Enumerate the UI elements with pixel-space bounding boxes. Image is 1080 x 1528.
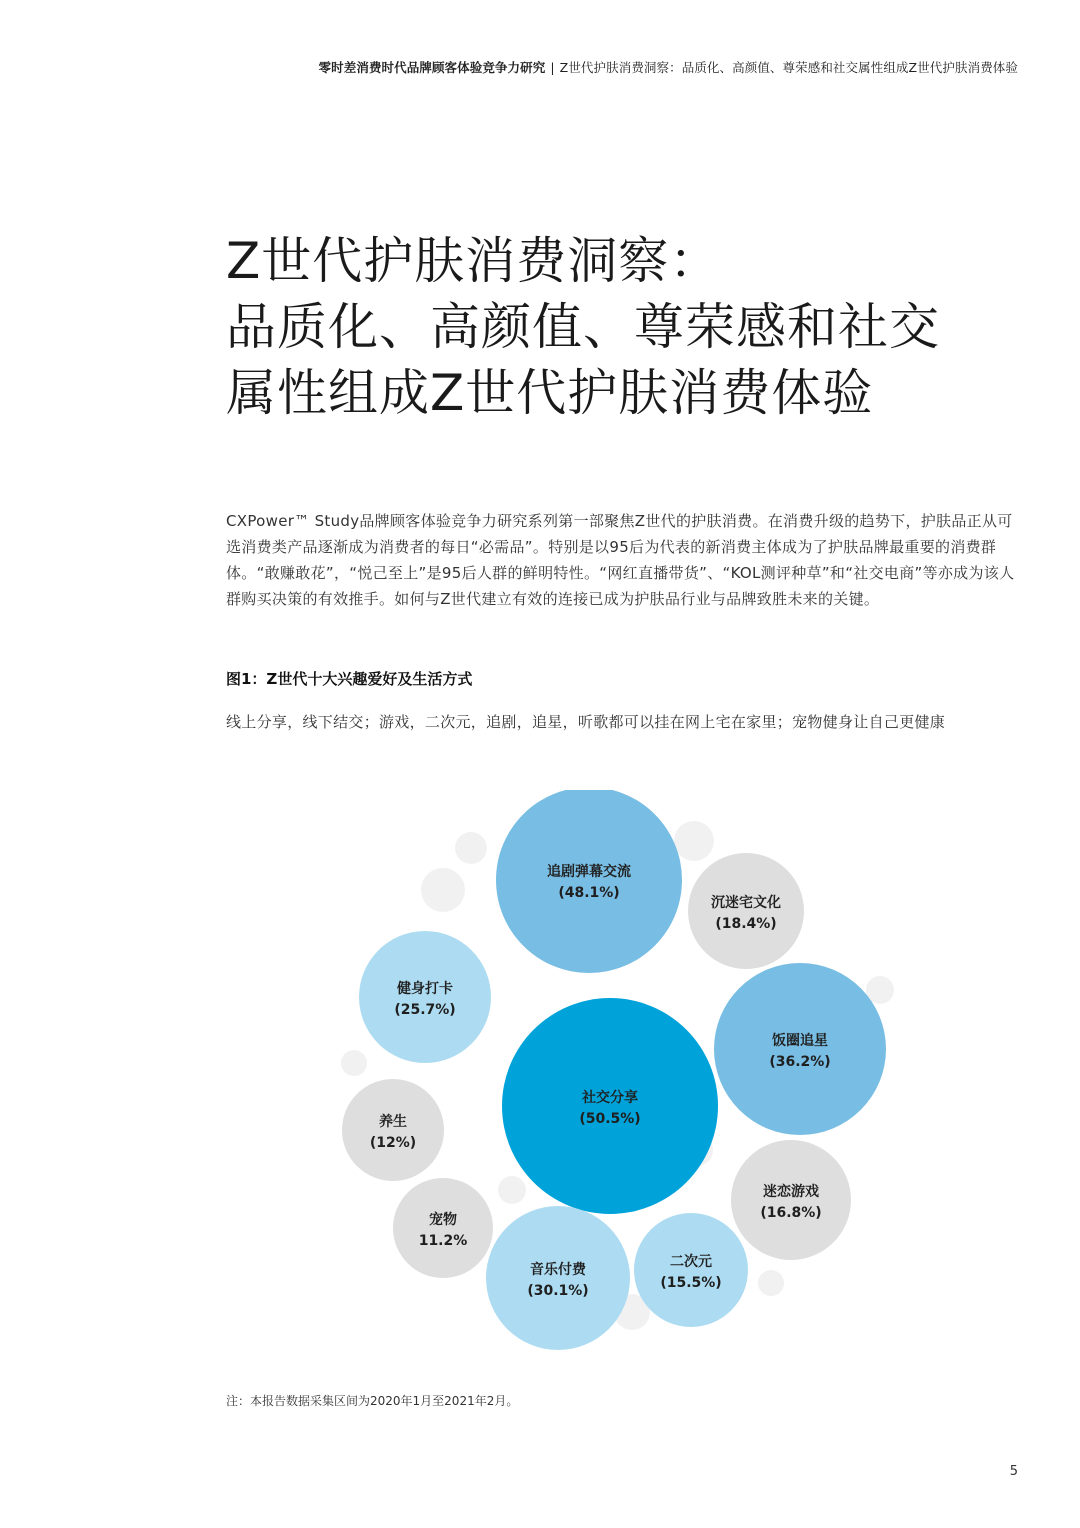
bubble-value: (16.8%) xyxy=(760,1205,822,1221)
bubble-circle xyxy=(359,931,491,1063)
bubble-7 xyxy=(731,1140,851,1260)
bubble-value: (48.1%) xyxy=(558,885,620,901)
bubble-circle xyxy=(496,790,682,973)
bubble-label: 二次元 xyxy=(670,1254,712,1270)
figure-title: 图1：Z世代十大兴趣爱好及生活方式 xyxy=(226,670,473,688)
bubble-chart xyxy=(300,790,940,1370)
bubble-label: 宠物 xyxy=(429,1212,457,1228)
decorative-dot xyxy=(455,832,487,864)
decorative-dot xyxy=(674,821,714,861)
figure-subtitle: 线上分享，线下结交；游戏，二次元，追剧，追星，听歌都可以挂在网上宅在家里；宠物健身让自己更健康 xyxy=(226,713,946,731)
footnote: 注：本报告数据采集区间为2020年1月至2021年2月。 xyxy=(226,1394,519,1408)
decorative-dot xyxy=(341,1050,367,1076)
bubble-value: (50.5%) xyxy=(579,1111,641,1127)
header-separator: | xyxy=(550,60,555,75)
bubble-label: 迷恋游戏 xyxy=(763,1184,819,1200)
bubble-circle xyxy=(393,1178,493,1278)
bubble-label: 养生 xyxy=(379,1114,407,1130)
bubble-label: 追剧弹幕交流 xyxy=(547,864,631,880)
bubble-10 xyxy=(393,1178,493,1278)
header-section-title: Z世代护肤消费洞察：品质化、高颜值、尊荣感和社交属性组成Z世代护肤消费体验 xyxy=(559,60,1018,75)
bubble-circle xyxy=(634,1213,748,1327)
bubble-circle xyxy=(688,853,804,969)
bubble-circle xyxy=(342,1079,444,1181)
bubble-value: (18.4%) xyxy=(715,916,777,932)
bubble-circle xyxy=(731,1140,851,1260)
bubble-value: 11.2% xyxy=(418,1233,468,1249)
bubble-label: 社交分享 xyxy=(582,1090,638,1106)
bubble-9 xyxy=(342,1079,444,1181)
bubble-chart-svg xyxy=(300,790,940,1370)
decorative-dot xyxy=(498,1176,526,1204)
bubble-3 xyxy=(714,963,886,1135)
bubble-value: (12%) xyxy=(369,1135,417,1151)
bubble-5 xyxy=(359,931,491,1063)
page-title-line-3: 属性组成Z世代护肤消费体验 xyxy=(226,364,874,422)
bubble-label: 音乐付费 xyxy=(530,1262,586,1278)
bubble-label: 饭圈追星 xyxy=(772,1033,828,1049)
running-header xyxy=(319,58,1018,76)
bubble-value: (25.7%) xyxy=(394,1002,456,1018)
bubble-4 xyxy=(486,1206,630,1350)
intro-paragraph: CXPower™ Study品牌顾客体验竞争力研究系列第一部聚焦Z世代的护肤消费。在消费升级的趋势下，护肤品正从可选消费类产品逐渐成为消费者的每日“必需品”。特别是以95后为代表的新消费主体成为了护肤品牌最重要的消费群体。“敢赚敢花”，“悦己至上”是95后人群的鲜明特性。“网红直播带货”、“KOL测评种草”和“社交电商”等亦成为该人群购买决策的有效推手。如何与Z世代建立有效的连接已成为护肤品行业与品牌致胜未来的关键。 xyxy=(226,512,1015,608)
page-number: 5 xyxy=(1009,1464,1018,1479)
page-title-line-1: Z世代护肤消费洞察： xyxy=(226,232,721,290)
bubble-8 xyxy=(634,1213,748,1327)
bubble-6 xyxy=(688,853,804,969)
bubble-circle xyxy=(486,1206,630,1350)
decorative-dot xyxy=(758,1270,784,1296)
decorative-dot xyxy=(421,868,465,912)
bubble-circle xyxy=(714,963,886,1135)
header-report-title: 零时差消费时代品牌顾客体验竞争力研究 xyxy=(318,60,546,75)
bubble-value: (30.1%) xyxy=(527,1283,589,1299)
bubble-label: 健身打卡 xyxy=(397,981,453,997)
bubble-value: (36.2%) xyxy=(769,1054,831,1070)
page-title-line-2: 品质化、高颜值、尊荣感和社交 xyxy=(226,298,940,356)
page-title xyxy=(226,228,1026,426)
bubble-value: (15.5%) xyxy=(660,1275,722,1291)
bubble-circle xyxy=(502,998,718,1214)
bubble-1 xyxy=(502,998,718,1214)
bubble-2 xyxy=(496,790,682,973)
bubble-label: 沉迷宅文化 xyxy=(711,895,781,911)
